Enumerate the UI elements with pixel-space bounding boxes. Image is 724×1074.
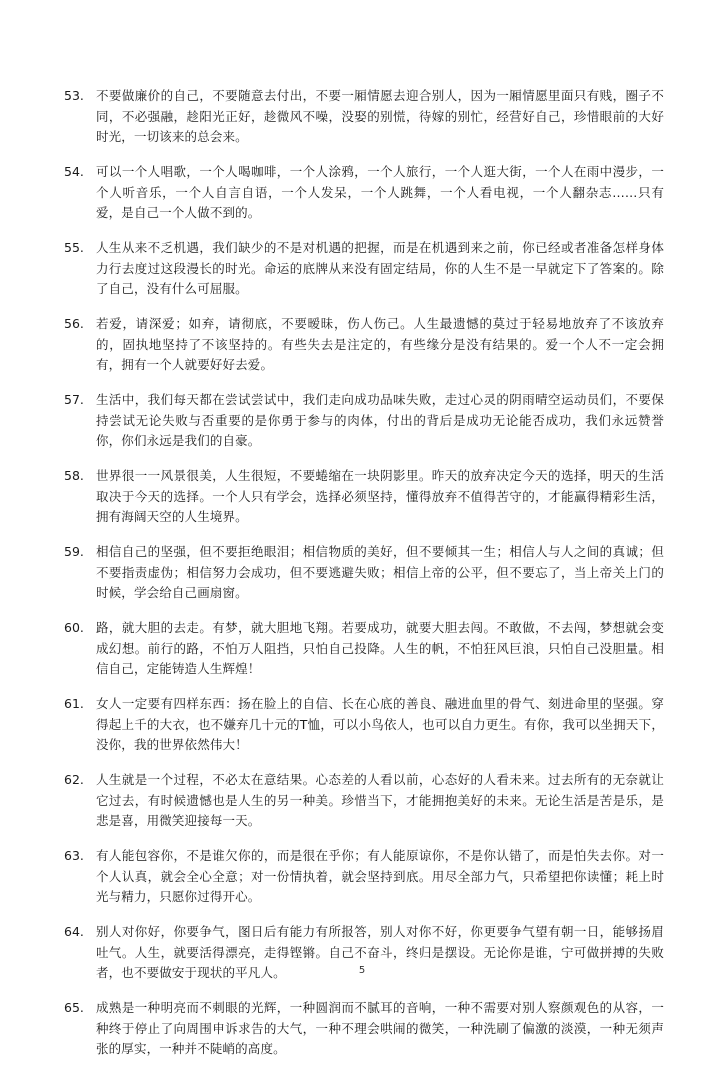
quote-list: [64, 86, 664, 1074]
item-text: 若爱，请深爱；如弃，请彻底，不要暧昧，伤人伤己。人生最遗憾的莫过于轻易地放弃了不该放弃的，固执地坚持了不该坚持的。有些失去是注定的，有些缘分是没有结果的。爱一个人不一定会拥有，拥有一个人就要好好去爱。: [96, 316, 664, 372]
item-text: 生活中，我们每天都在尝试尝试中，我们走向成功品味失败，走过心灵的阴雨晴空运动员们，不要保持尝试无论失败与否重要的是你勇于参与的肉体，付出的背后是成功无论能否成功，我们永远赞誉你，你们永远是我们的自豪。: [96, 392, 664, 448]
item-number: 57.: [64, 392, 84, 407]
item-number: 54.: [64, 164, 84, 179]
item-text: 不要做廉价的自己，不要随意去付出，不要一厢情愿去迎合别人，因为一厢情愿里面只有贱，圈子不同，不必强融，趁阳光正好，趁微风不噪，没娶的别慌，待嫁的别忙，经营好自己，珍惜眼前的大好时光，一切该来的总会来。: [96, 88, 664, 144]
item-text: 成熟是一种明亮而不刺眼的光辉，一种圆润而不腻耳的音响，一种不需要对别人察颜观色的从容，一种终于停止了向周围申诉求告的大气，一种不理会哄闹的微笑，一种洗刷了偏激的淡漠，一种无须声张的厚实，一种并不陡峭的高度。: [96, 1000, 664, 1056]
page-number: 5: [358, 965, 366, 976]
item-text: 有人能包容你，不是谁欠你的，而是很在乎你；有人能原谅你，不是你认错了，而是怕失去你。对一个人认真，就会全心全意；对一份情执着，就会坚持到底。用尽全部力气，只希望把你读懂；耗上时光与精力，只愿你过得开心。: [96, 848, 664, 904]
list-item: [64, 998, 664, 1060]
item-number: 59.: [64, 544, 84, 559]
item-number: 58.: [64, 468, 84, 483]
list-item: [64, 86, 664, 148]
list-item: [64, 694, 664, 756]
item-text: 可以一个人唱歌，一个人喝咖啡，一个人涂鸦，一个人旅行，一个人逛大街，一个人在雨中漫步，一个人听音乐，一个人自言自语，一个人发呆，一个人跳舞，一个人看电视，一个人翻杂志……只有爱，是自己一个人做不到的。: [96, 164, 664, 220]
item-number: 65.: [64, 1000, 84, 1015]
item-number: 53.: [64, 88, 84, 103]
item-number: 60.: [64, 620, 84, 635]
item-text: 相信自己的坚强，但不要拒绝眼泪；相信物质的美好，但不要倾其一生；相信人与人之间的真诚；但不要指责虚伪；相信努力会成功，但不要逃避失败；相信上帝的公平，但不要忘了，当上帝关上门的时候，学会给自己画扇窗。: [96, 544, 664, 600]
list-item: [64, 542, 664, 604]
list-item: [64, 162, 664, 224]
list-item: [64, 466, 664, 528]
list-item: [64, 618, 664, 680]
list-item: [64, 846, 664, 908]
list-item: [64, 238, 664, 300]
item-number: 61.: [64, 696, 84, 711]
item-number: 63.: [64, 848, 84, 863]
item-text: 世界很一一风景很美，人生很短，不要蜷缩在一块阴影里。昨天的放弃决定今天的选择，明天的生活取决于今天的选择。一个人只有学会，选择必须坚持，懂得放弃不值得苦守的，才能赢得精彩生活，拥有海阔天空的人生境界。: [96, 468, 664, 524]
item-text: 女人一定要有四样东西：扬在脸上的自信、长在心底的善良、融进血里的骨气、刻进命里的坚强。穿得起上千的大衣，也不嫌弃几十元的T恤，可以小鸟依人，也可以自力更生。有你，我可以坐拥天下，没你，我的世界依然伟大！: [96, 696, 664, 752]
item-text: 别人对你好，你要争气，图日后有能力有所报答，别人对你不好，你更要争气望有朝一日，能够扬眉吐气。人生，就要活得漂亮，走得铿锵。自己不奋斗，终归是摆设。无论你是谁，宁可做拼搏的失败者，也不要做安于现状的平凡人。: [96, 924, 664, 980]
item-number: 56.: [64, 316, 84, 331]
item-text: 人生从来不乏机遇，我们缺少的不是对机遇的把握，而是在机遇到来之前，你已经或者准备怎样身体力行去度过这段漫长的时光。命运的底牌从来没有固定结局，你的人生不是一早就定下了答案的。除了自己，没有什么可屈服。: [96, 240, 664, 296]
item-text: 人生就是一个过程，不必太在意结果。心态差的人看以前，心态好的人看未来。过去所有的无奈就让它过去，有时候遗憾也是人生的另一种美。珍惜当下，才能拥抱美好的未来。无论生活是苦是乐，是悲是喜，用微笑迎接每一天。: [96, 772, 664, 828]
item-number: 64.: [64, 924, 84, 939]
list-item: [64, 770, 664, 832]
list-item: [64, 314, 664, 376]
item-text: 路，就大胆的去走。有梦，就大胆地飞翔。若要成功，就要大胆去闯。不敢做，不去闯，梦想就会变成幻想。前行的路，不怕万人阻挡，只怕自己投降。人生的帆，不怕狂风巨浪，只怕自己没胆量。相信自己，定能铸造人生辉煌！: [96, 620, 664, 676]
item-number: 62.: [64, 772, 84, 787]
list-item: [64, 390, 664, 452]
item-number: 55.: [64, 240, 84, 255]
